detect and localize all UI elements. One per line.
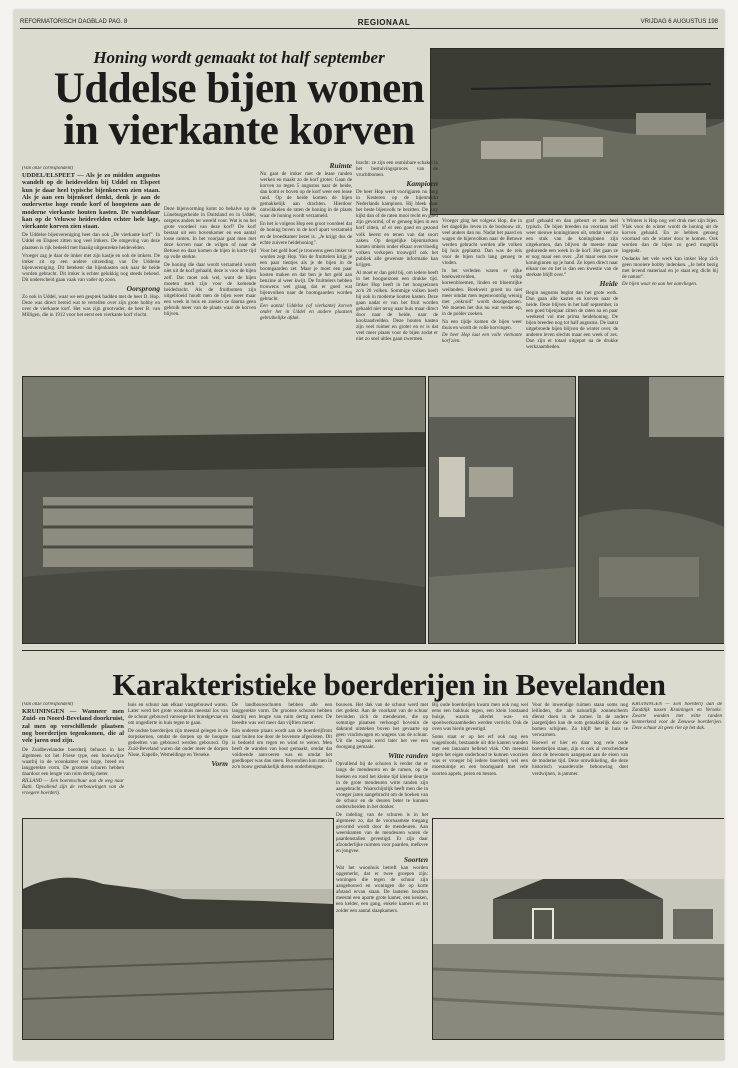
article1-headline bbox=[44, 65, 434, 154]
article1-column-7 bbox=[622, 218, 718, 373]
article2-headline: Karakteristieke boerderijen in Bevelanden bbox=[112, 667, 666, 702]
article1-column-5 bbox=[442, 218, 522, 373]
article1-lead: UDDEL/ELSPEET — Als je zo midden augustus wandelt op de heidevelden bij Uddel en Elspeet kun je daar heel typische bijenkorven zien staan. Als je aan een bijenkorf denkt, denk je aan de ouderwetse hoge ronde korf of hoogstens aan de moderne vierkante houten kasten. De wandelaar kan op de Veluwse heidevelden echter hele lage, vierkante korven zien staan. bbox=[22, 172, 160, 231]
article1-headline-line2: in vierkante korven bbox=[63, 107, 415, 154]
photo-imker-hop bbox=[428, 376, 576, 644]
article2-paragraph: Wat het woonhuis betreft kan worden opgemerkt, dat er twee groepen zijn: woningen die tegen de schuur zijn aangebouwd en woningen die op korte afstand ervan staan. De laatsten bezitten meestal een aparte grote kamer, een keuken, een kelder, een gang, enkele kamers en tot zolder een aantal slaapkamers. bbox=[336, 865, 428, 914]
article1-subheading-ruimte: Ruimte bbox=[329, 161, 352, 170]
article1-paragraph: De honing die daar wordt verzameld wordt niet uit de korf gehaald, deze is voor de bijen zelf. Dat moet ook wel, want de bijen moeten sterk zijn voor de komende heidedracht. Als de fruitbomen zijn uitgebloeid houdt men de bijen weer maar een week in huis en zoeken ze daarna geen gebruik meer van de plaats waar de korven blijven. bbox=[164, 262, 256, 317]
divider-rule bbox=[22, 650, 724, 651]
article2-paragraph: Bij oude boerderijen kwam men ook nog wel eens een bakhuis tegen, een klein losstaand huisje, waarin allerlei was- en spoelwerkzaamheden werden verricht. Ook de oven was hierin gevestigd. bbox=[432, 702, 528, 733]
article1-paragraph: De Uddelse bijenvereniging heet dan ook „De vierkante korf”. In Uddel en Elspeet zitten nog veel imkers. De omgeving van deze plaatsen is rijk bedeeld met lhaaiig uitgestrekte heidevelden. bbox=[22, 232, 160, 251]
article2-caption-kruiningen: KRUININGEN — Een boerderij aan de Zanddijk tussen Kruiningen en Yerseke. Zwarte wanden met witte randen kenmerkend voor de Zeeuwse boerderijen. Deze schuur zit geen riet op het dak. bbox=[632, 702, 722, 731]
article1-column-2 bbox=[164, 206, 256, 373]
header-paper-name: REFORMATORISCH DAGBLAD PAG. 8 bbox=[20, 19, 128, 25]
article1-paragraph: En het is volgens Hop een groot voordeel dat de honing boven in de korf apart verzameld en de broedkamer bezet is. „Je krijgt dus de echte zuivere heidehoning”. bbox=[260, 221, 352, 246]
article2-column-5 bbox=[432, 702, 528, 814]
newspaper-page bbox=[14, 10, 724, 1060]
article2-paragraph: bouwen. Het dak van de schuur werd met riet gedekt. Aan de voorkant van de schuur bevinden zich de mendeuren, die op sommige plaatsen verhoogd bovenin de dakrand uitsteken boven het gevaarte op geen vrachtwagen en wagens van de schuur. Uit die wagens werd later het vee een doorgang gemaakt. bbox=[336, 702, 428, 751]
article1-column-3 bbox=[260, 160, 352, 373]
article1-paragraph: Vroeger ging het volgens Hop, die in het dagelijks leven in de bosbouw zit, veel anders dan nu. Nadat het paard en wagen de bijenvolken naar de Betuwe werden gebracht werden alle volken bij huis geplaatst. Dan was de reis voor de bijen toch lang genoeg te vinden. bbox=[442, 218, 522, 267]
article1-kicker: Honing wordt gemaakt tot half september bbox=[93, 48, 385, 67]
article1-byline: (Van onze correspondent) bbox=[22, 166, 74, 171]
article2-subheading-vorm: Vorm bbox=[211, 759, 228, 769]
article1-paragraph: Nu gaat de imker met de lease randen werken en maakt zo de korf groter. Gaan de korven zo tegen 5 augustus naar de heide, dan komt er boven op de korf weer een lease rand. Op de heide komen de bijen gemakkelijk aan drachten. Hierdoor ontwikkelen de raten de honing in de plaats waar de honing wordt verzameld. bbox=[260, 171, 352, 220]
article2-column-1 bbox=[22, 702, 124, 814]
article1-paragraph: Begin augustus begint dan het grote werk. Dan gaan alle kasten en korven naar de heide. Deze blijven in het half september, in een goed bijenjaar zitten de raten na en paar weekend vol met prima heidehoning. De bijen breeden nog tot half augustus. De laatst uitgebroede bijen blijven de winter over, de anderen leven slechts maar een week of zes. Dan zijn er totaal uitgepot na de drukke werkzaamheden. bbox=[526, 289, 618, 350]
article2-column-2 bbox=[128, 702, 228, 814]
article1-paragraph: Voor het geld hoef je trouwens geen imker te worden zegt Hop. Van de fruittelers krijg je een paar tientjes als je de bijen in de boomgaarden zet. Maar je moet een paar kosten maken en dat ben je het geld aan benzine al weer kwijt. De fruittelers hebben trouwens wel graag dat er goed wat bijenvolken naar de boomgaarden worden gebracht. bbox=[260, 247, 352, 302]
article2-column-6 bbox=[532, 702, 628, 814]
article1-column-1 bbox=[22, 166, 160, 373]
article2-paragraph: Opvallend bij de schuren is verder dat er langs de mendeuren en de ramen, op de hoeken en rond het kleine tijd kleine deurtje in de grote mendeuren witte randen zijn aangebracht. Waarschijnlijk heeft men die in vroeger jaren aangebracht om de hoeken van de schuur en de deuren beter te kunnen onderscheiden in het donker. bbox=[336, 761, 428, 810]
article1-paragraph: 's Winters is Hop nog wel druk met zijn bijen. Vlak voor de winter wordt de honing uit de korven gehaald. En ze hebben genoeg voorraad om de winter door te komen. Ook worden dan de bijen zo goed mogelijk ingepakt. bbox=[622, 218, 718, 255]
photo-farm-zandijk bbox=[432, 818, 724, 1040]
article2-paragraph: Eén onderste plaats wordt aan de boerderijfront naar buiten toe door de bovenste afgesloten. Dit is bedoeld om regen en wind te weren. Men heeft de wanden van hout gemaakt, omdat dat voldoende aanvoeren was en omdat het goedkoper was dan steen. Bovendien kon men in zo'n bouw gemakkelijk dieren onderbrengen. bbox=[232, 728, 332, 771]
article1-paragraph: De heer Hop werd voorigjaren nu lang in Kesteren op de bijenmarkt Nederlands kampioen. Hij bleek daar het beste bijenvolk te bezitten. De jury kijkt dan of de raten mooi recht en goed zijn gevormd, of er genoeg bijen in een korf zitten, of er een goed en gezond volk heerst en tenen van dat soort zaken. Op dergelijke bijenmarkten komen imkers onder elkaar overvloedig volken verkopen trouwgrif ook het publiek alle gewenste informatie kan krijgen. bbox=[356, 189, 438, 268]
article2-paragraph: Soms staat er op het erf ook nog een wagenloods, bestaande uit drie kanten wanden met een lanzaam hellend vlak. Om meestal tegen het eigen onderhoud te kunnen voorzien was er vroeger bij iedere boerderij wel een moestuintje en een boomgaard met vele soorten appels, peren en bessen. bbox=[432, 734, 528, 777]
article2-paragraph: De oudste boerderijen zijn meestal gelegen in de dorpskernen, omdat de dorpen op de hoogste gedeelten van gebouwd werden gebouwd. Op Zuid-Beveland waren dat onder meer de dorpen Nisse, Kapelle, Wemeldinge en Yerseke. bbox=[128, 728, 228, 759]
article2-column-7 bbox=[632, 702, 722, 814]
article1-caption-hop: De heer Hop laat een volle vierkante korf zien. bbox=[442, 332, 522, 344]
article2-subheading-soorten: Soorten bbox=[403, 855, 428, 865]
article1-paragraph: Deze bijenvorming komt zo behalve op de Lüneburgerheide in Duitsland en in Uddel, nergens anders ter wereld voor. Wat is nu het grote voordeel van deze korf? De korf bestaat uit een bovenkamer en een aantal losse ranten. In het voorjaar gaat men met deze korven naar de wilgen of naar de Betuwe en daar komen de bijen in korte tijd op volle sterkte. bbox=[164, 206, 256, 261]
article2-byline: (Van onze correspondent) bbox=[22, 702, 74, 707]
article1-paragraph: Zo ook in Uddel, waar we een gesprek hadden met de heer D. Hop. Deze was direct bereid wat te vertellen over zijn grote hobby en over de vierkante korf. Het was zijn grootvader, de heer B. van Milligen, die in 1912 voor het eerst een vierkante korf vlocht. bbox=[22, 293, 160, 318]
article1-paragraph: bracht: ze zijn een onmisbare schakel in het bestuivingsproces van de vruchtbomen. bbox=[356, 160, 438, 179]
article1-column-6 bbox=[526, 218, 618, 373]
photo-beehives-shelter bbox=[430, 48, 724, 215]
article2-column-3 bbox=[232, 702, 332, 814]
photo-bees-flying bbox=[578, 376, 724, 644]
article2-paragraph: Voor de inwendige ruimen staan soms nog leilinden, die als natuurlijk zonnescherm dienst doen in de zomer. In de andere jaargetijden kan de som gemakkelijk door de bomen schijnen. Zo blijft het in huis te verwarmen. bbox=[532, 702, 628, 739]
article1-column-4 bbox=[356, 160, 438, 373]
article1-subheading-heide: Heide bbox=[599, 279, 618, 289]
article1-headline-line1: Uddelse bijen wonen bbox=[53, 65, 425, 112]
article1-paragraph: Na een tijdje komen de bijen weer thuis en wordt de volle korvingen. bbox=[442, 318, 522, 331]
photo-farm-field bbox=[22, 818, 334, 1040]
article2-subheading-witte-randen: Witte randen bbox=[388, 751, 428, 761]
article1-subheading-oorsprong: Oorsprong bbox=[126, 283, 160, 293]
article1-paragraph: Al moet er dan geld bij, om iedere heeft in het hoogseizoen een drukke tijd. Imker Hop heeft in het hoogseizoen zo'n 20 volken. Sommige volken heeft hij ook in moderne houten kasten. Deze gaan nadat er van het fruit worden gehaald niet terug naar huis maar direct door naar de heide, naar de koolzaadvelden. Deze houten kasten zijn veel ruimer en groter en er is dat veel meer plaats voor de bijen zodat er niet zo snel uitles gaan zwermen. bbox=[356, 269, 438, 343]
article1-paragraph: graf gehaald en dan gebeurt er iets heel typisch. De bijen breeden nu voortaan zelf weer nieuwe koninginnen uit, omdat veel zo een stuk van de koninginnen zijn uitgekomen, dan blijven de meeste maar gedurende een week in de korf. Het gaan ze er nog maar een over. „Zet maar eens twee koninginnen op je hand. Ze lopen direct naar elkaar toe en het is dan een kwestie van de sterkste blijft over.” bbox=[526, 218, 618, 279]
article2-paragraph: huis en schuur aan elkaar vastgebouwd waren. Later werd het grote woonhuis meestal los van de schuur gebouwd vanwege het brandgevaar en om ongedierte in huis tegen te gaan. bbox=[128, 702, 228, 727]
article1-caption-korven: Een aantal Uddelse (of vierkante) korven onder het in Uddel en andere plaatsen gebruikelijke afdak. bbox=[260, 304, 352, 322]
article1-subheading-kampioen: Kampioen bbox=[406, 179, 438, 189]
article2-paragraph: De indeling van de schuren is in het algemeen zo, dat de voornaamste toegang gevormd wordt door de mendeuren. Aan weerskanten van de mendeuren waren de paardenstallen gevestigd. Er zijn daar afzonderlijke ruimten voor paarden, melkvee en jongvee. bbox=[336, 811, 428, 855]
header-section: REGIONAAL bbox=[357, 17, 411, 27]
article2-column-4 bbox=[336, 702, 428, 1032]
article1-paragraph: Vroeger zag je daar de imker met zijn kastje en ook de imkers. De imker zit op een andere uitzending van De Uddelse bijenvereniging. Dit betekent dat bijenkasten ook naar de heide worden gebracht. Dit imker is echter gelukkig nog steeds bekend. Dit onderscheid gaan vaak van vader op zoon. bbox=[22, 252, 160, 283]
article2-paragraph: De landbouwschuren hebben alle een langgerekte vorm. De grootste schuren hebben daarbij een lengte van ruim dertig meter. De breedte was wel meer dan vijftien meter. bbox=[232, 702, 332, 727]
article1-paragraph: In het verleden waren er rijke boekweitvelden, volop koreenbloemen, linden en bloemrijke weilanden. Boekweit groeit nu niet meer omdat men tegenwoordig weinig met „onkruid” wordt doodgespoten. We moeten het dus nu wat verder op, in de polder zoeken. bbox=[442, 268, 522, 317]
article2-lead: KRUININGEN — Wanneer men Zuid- en Noord-Beveland doorkruist, zal men op verschillende plaatsen nog boerderijen tegenkomen, die al vele jaren oud zijn. bbox=[22, 708, 124, 745]
header-date: VRIJDAG 6 AUGUSTUS 198 bbox=[640, 19, 718, 25]
article2-caption-rilland: RILLAND — Een boerenschuur aan de weg naar Bath. Opvallend zijn de verbouwingen van de vroegere boerderij. bbox=[22, 778, 124, 796]
article1-caption-bijen: De bijen waar en aan het aanvliegen. bbox=[622, 282, 698, 288]
photo-korven-row bbox=[22, 376, 426, 644]
running-header bbox=[20, 16, 718, 29]
article1-paragraph: Ondanks het vele werk kan imker Hop zich geen mooiere hobby indenken. „Je hebt bezig met levend materiaal en je staat erg dicht bij de natuur”. bbox=[622, 256, 718, 281]
article2-paragraph: Hoewel er hier en daar nog vele oude boerderijen staan, zijn er ook al verscheidene door de bewoners aangepast aan de eisen van de moderne tijd. Deze ontwikkeling, die deze historisch waardevolle bebouwing doet verdwijnen, is jammer. bbox=[532, 740, 628, 777]
article2-paragraph: De Zuidbevelandse boerderij behoort in het algemeen tot het Friese type, een bouwwijze waarbij in de woonkamer een hoge, breed en langgerekte vorm. De grootste schuren hebben daardoor een lengte van ruim dertig meter. bbox=[22, 746, 124, 777]
